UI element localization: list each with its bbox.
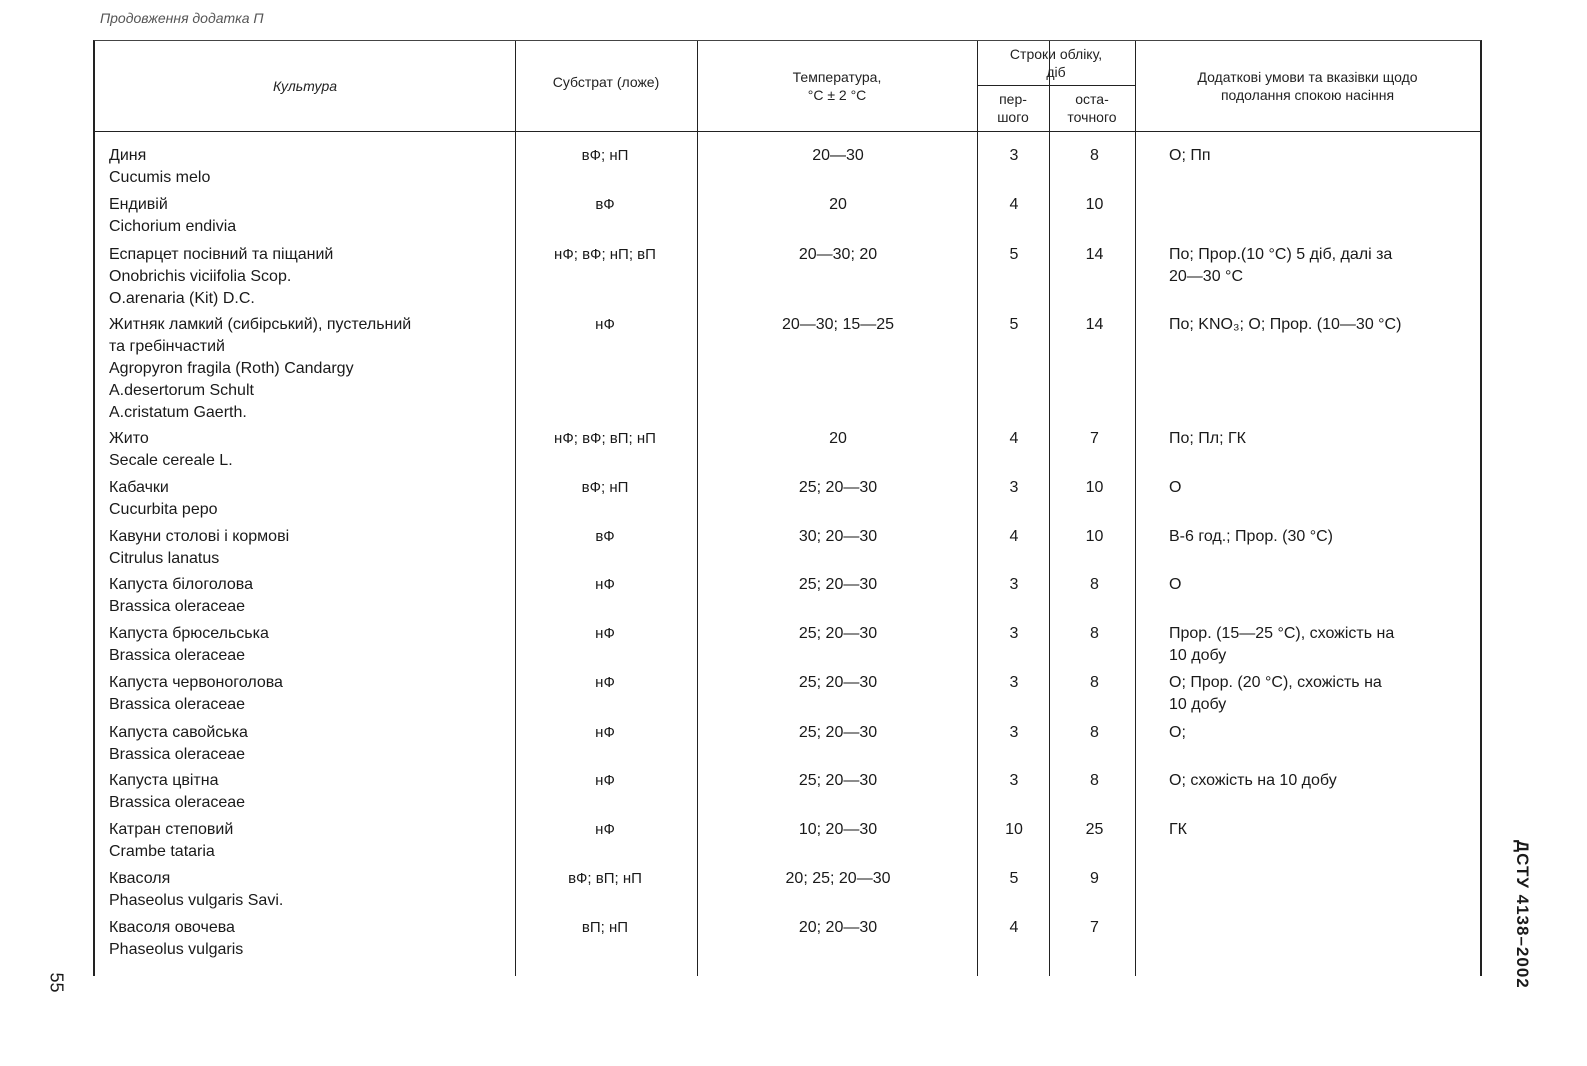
culture-line: Crambe tataria — [109, 843, 215, 860]
conditions-line: О; Пп — [1169, 147, 1211, 164]
culture-name: Капуста брюсельська — [109, 625, 269, 642]
first-cell: 3 — [1009, 576, 1019, 593]
first-cell: 10 — [1005, 821, 1023, 838]
header-first — [977, 85, 1049, 131]
conditions-line: О — [1169, 576, 1182, 593]
substrate-cell: вФ; нП — [581, 479, 629, 496]
first-cell: 5 — [1009, 316, 1019, 333]
header-first-line1: пер- — [999, 91, 1027, 107]
substrate-cell: нФ; вФ; нП; вП — [554, 246, 656, 263]
first-cell: 3 — [1009, 625, 1019, 642]
culture-cell — [109, 145, 509, 189]
conditions-cell — [1169, 623, 1469, 667]
first-cell: 3 — [1009, 147, 1019, 164]
conditions-cell — [1169, 477, 1469, 499]
culture-name: Капуста савойська — [109, 724, 248, 741]
culture-line: Onobrichis viciifolia Scop. — [109, 268, 292, 285]
temperature-cell: 20—30; 20 — [798, 246, 878, 263]
final-cell: 10 — [1085, 196, 1104, 213]
culture-line: O.arenaria (Kit) D.C. — [109, 290, 255, 307]
header-final-line2: точного — [1067, 109, 1117, 125]
substrate-cell: нФ; вФ; вП; нП — [554, 430, 656, 447]
substrate-cell: нФ — [595, 625, 615, 642]
temperature-cell: 25; 20—30 — [798, 479, 878, 496]
substrate-cell: вФ; вП; нП — [568, 870, 642, 887]
culture-line: Cichorium endivia — [109, 218, 237, 235]
standard-code: ДСТУ 4138–2002 — [1513, 840, 1532, 989]
conditions-line: Прор. (15—25 °С), схожість на — [1169, 625, 1395, 642]
conditions-cell — [1169, 526, 1469, 548]
temperature-cell: 25; 20—30 — [798, 674, 878, 691]
culture-cell — [109, 623, 509, 667]
header-first-line2: шого — [997, 109, 1029, 125]
culture-cell — [109, 194, 509, 238]
culture-line: Cucurbita pepo — [109, 501, 218, 518]
final-cell: 7 — [1090, 919, 1099, 936]
temperature-cell: 20—30 — [812, 147, 864, 164]
temperature-cell: 25; 20—30 — [798, 724, 878, 741]
culture-name: Квасоля — [109, 870, 171, 887]
column-divider — [1049, 41, 1050, 976]
culture-line: Brassica oleraceae — [109, 794, 246, 811]
substrate-cell: нФ — [595, 821, 615, 838]
culture-name: Ендивій — [109, 196, 168, 213]
first-cell: 5 — [1009, 246, 1019, 263]
conditions-cell — [1169, 722, 1469, 744]
final-cell: 8 — [1090, 674, 1099, 691]
first-cell: 4 — [1009, 919, 1019, 936]
conditions-line: 10 добу — [1169, 647, 1227, 664]
culture-line: Phaseolus vulgaris — [109, 941, 244, 958]
header-final-line1: оста- — [1075, 91, 1109, 107]
header-final — [1049, 85, 1135, 131]
page-number: 55 — [46, 972, 67, 993]
header-substrate: Субстрат (ложе) — [552, 74, 660, 90]
culture-line: A.cristatum Gaerth. — [109, 404, 247, 421]
final-cell: 10 — [1085, 528, 1104, 545]
final-cell: 7 — [1090, 430, 1099, 447]
header-bottom-line — [95, 131, 1480, 132]
conditions-line: ГК — [1169, 821, 1187, 838]
substrate-cell: вФ — [595, 528, 615, 545]
continuation-note: Продовження додатка П — [100, 10, 264, 26]
header-terms-line1: Строки обліку, — [1009, 46, 1103, 62]
conditions-line: По; Прор.(10 °С) 5 діб, далі за — [1169, 246, 1393, 263]
temperature-cell: 25; 20—30 — [798, 772, 878, 789]
final-cell: 14 — [1085, 246, 1104, 263]
substrate-cell: вФ — [595, 196, 615, 213]
substrate-cell: нФ — [595, 674, 615, 691]
culture-cell — [109, 314, 509, 424]
culture-line: Agropyron fragila (Roth) Candargy — [109, 360, 354, 377]
header-conditions — [1135, 41, 1480, 131]
substrate-cell: нФ — [595, 316, 615, 333]
final-cell: 8 — [1090, 576, 1099, 593]
culture-line: A.desertorum Schult — [109, 382, 254, 399]
first-cell: 5 — [1009, 870, 1019, 887]
final-cell: 8 — [1090, 772, 1099, 789]
header-temperature-line2: °С ± 2 °С — [807, 87, 867, 103]
culture-name: Капуста цвітна — [109, 772, 219, 789]
final-cell: 8 — [1090, 147, 1099, 164]
header-terms-line2: діб — [1046, 64, 1066, 80]
culture-line: Cucumis melo — [109, 169, 211, 186]
conditions-line: О; Прор. (20 °С), схожість на — [1169, 674, 1382, 691]
conditions-cell — [1169, 770, 1469, 792]
first-cell: 4 — [1009, 528, 1019, 545]
culture-cell — [109, 574, 509, 618]
substrate-cell: нФ — [595, 724, 615, 741]
first-cell: 4 — [1009, 430, 1019, 447]
conditions-cell — [1169, 574, 1469, 596]
first-cell: 3 — [1009, 479, 1019, 496]
culture-name: Капуста білоголова — [109, 576, 253, 593]
header-culture: Культура — [272, 78, 338, 94]
final-cell: 10 — [1085, 479, 1104, 496]
temperature-cell: 20; 25; 20—30 — [785, 870, 891, 887]
conditions-cell — [1169, 314, 1469, 336]
conditions-line: 20—30 °С — [1169, 268, 1243, 285]
culture-line: Brassica oleraceae — [109, 696, 246, 713]
culture-line: Brassica oleraceae — [109, 746, 246, 763]
final-cell: 14 — [1085, 316, 1104, 333]
culture-cell — [109, 722, 509, 766]
substrate-cell: нФ — [595, 576, 615, 593]
culture-line: та гребінчастий — [109, 338, 225, 355]
header-terms — [977, 41, 1135, 85]
temperature-cell: 30; 20—30 — [798, 528, 878, 545]
culture-name: Кавуни столові і кормові — [109, 528, 290, 545]
temperature-cell: 25; 20—30 — [798, 576, 878, 593]
conditions-cell — [1169, 672, 1469, 716]
culture-cell — [109, 868, 509, 912]
conditions-line: О; — [1169, 724, 1186, 741]
temperature-cell: 20 — [829, 196, 847, 213]
seed-table — [93, 40, 1482, 976]
culture-name: Кабачки — [109, 479, 169, 496]
header-temperature-line1: Температура, — [792, 69, 882, 85]
conditions-line: В-6 год.; Прор. (30 °С) — [1169, 528, 1333, 545]
final-cell: 8 — [1090, 625, 1099, 642]
culture-cell — [109, 477, 509, 521]
conditions-cell — [1169, 244, 1469, 288]
culture-line: Citrulus lanatus — [109, 550, 220, 567]
substrate-cell: вФ; нП — [581, 147, 629, 164]
culture-name: Катран степовий — [109, 821, 234, 838]
culture-name: Капуста червоноголова — [109, 674, 283, 691]
first-cell: 3 — [1009, 724, 1019, 741]
culture-cell — [109, 819, 509, 863]
first-cell: 3 — [1009, 674, 1019, 691]
conditions-line: По; Пл; ГК — [1169, 430, 1246, 447]
culture-name: Диня — [109, 147, 147, 164]
culture-name: Квасоля овочева — [109, 919, 235, 936]
culture-line: Secale cereale L. — [109, 452, 233, 469]
culture-cell — [109, 770, 509, 814]
header-conditions-line1: Додаткові умови та вказівки щодо — [1197, 69, 1418, 85]
culture-line: Phaseolus vulgaris Savi. — [109, 892, 284, 909]
conditions-cell — [1169, 819, 1469, 841]
conditions-cell — [1169, 428, 1469, 450]
conditions-line: По; KNO₃; О; Прор. (10—30 °С) — [1169, 316, 1402, 333]
substrate-cell: нФ — [595, 772, 615, 789]
first-cell: 4 — [1009, 196, 1019, 213]
temperature-cell: 20—30; 15—25 — [781, 316, 895, 333]
first-cell: 3 — [1009, 772, 1019, 789]
culture-cell — [109, 244, 509, 310]
header-temperature — [697, 41, 977, 131]
temperature-cell: 10; 20—30 — [798, 821, 878, 838]
final-cell: 25 — [1085, 821, 1104, 838]
culture-name: Житняк ламкий (сибірський), пустельний — [109, 316, 412, 333]
culture-name: Жито — [109, 430, 149, 447]
conditions-line: О; схожість на 10 добу — [1169, 772, 1337, 789]
culture-cell — [109, 428, 509, 472]
final-cell: 9 — [1090, 870, 1099, 887]
substrate-cell: вП; нП — [581, 919, 629, 936]
temperature-cell: 20 — [829, 430, 847, 447]
header-conditions-line2: подолання спокою насіння — [1220, 87, 1395, 103]
temperature-cell: 25; 20—30 — [798, 625, 878, 642]
culture-cell — [109, 526, 509, 570]
culture-line: Brassica oleraceae — [109, 647, 246, 664]
culture-cell — [109, 672, 509, 716]
conditions-line: О — [1169, 479, 1182, 496]
conditions-cell — [1169, 145, 1469, 167]
final-cell: 8 — [1090, 724, 1099, 741]
culture-cell — [109, 917, 509, 961]
conditions-line: 10 добу — [1169, 696, 1227, 713]
culture-name: Еспарцет посівний та піщаний — [109, 246, 334, 263]
culture-line: Brassica oleraceae — [109, 598, 246, 615]
temperature-cell: 20; 20—30 — [798, 919, 878, 936]
